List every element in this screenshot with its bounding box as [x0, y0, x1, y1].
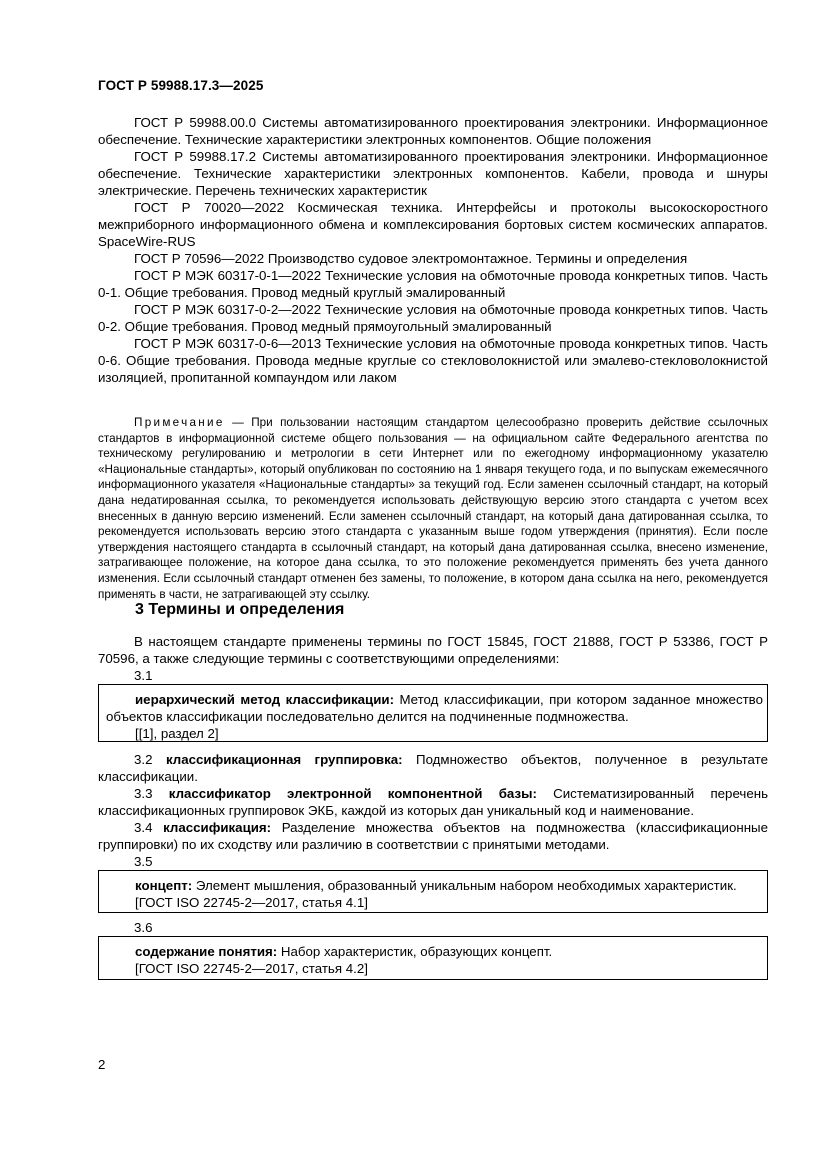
document-header: ГОСТ Р 59988.17.3—2025	[98, 78, 264, 93]
reference-item: ГОСТ Р 70596—2022 Производство судовое электромонтажное. Термины и определения	[134, 251, 688, 266]
term-number: 3.3	[134, 786, 153, 801]
term-box-3-1	[98, 684, 768, 742]
term-name: концепт:	[135, 878, 193, 893]
reference-item: ГОСТ Р 59988.00.0 Системы автоматизированного проектирования электроники. Информационное обеспечение. Технические характеристики электронных компонентов. Общие положения	[98, 115, 768, 147]
note-paragraph	[98, 415, 768, 602]
reference-item: ГОСТ Р МЭК 60317-0-2—2022 Технические условия на обмоточные провода конкретных типов. Часть 0-2. Общие требования. Провод медный прямоугольный эмалированный	[98, 302, 768, 334]
reference-item: ГОСТ Р 59988.17.2 Системы автоматизированного проектирования электроники. Информационное обеспечение. Технические характеристики электронных компонентов. Кабели, провода и шнуры электрические. Перечень технических характеристик	[98, 149, 768, 198]
term-name: классификация:	[163, 820, 272, 835]
term-name: классификатор электронной компонентной базы:	[168, 786, 537, 801]
note-text: При пользовании настоящим стандартом целесообразно проверить действие ссылочных стандартов в информационной системе общего пользования — на официальном сайте Федерального агентства по техническому регулированию и метрологии в сети Интернет или по ежегодному информационному указателю «Национальные стандарты», который опубликован по состоянию на 1 января текущего года, и по выпускам ежемесячного информационного указателя «Национальные стандарты» за текущий год. Если заменен ссылочный стандарт, на который дана недатированная ссылка, то рекомендуется использовать действующую версию этого стандарта с учетом всех внесенных в данную версию изменений. Если заменен ссылочный стандарт, на который дана датированная ссылка, то рекомендуется использовать версию этого стандарта с указанным выше годом утверждения (принятия). Если после утверждения настоящего стандарта в ссылочный стандарт, на который дана датированная ссылка, внесено изменение, затрагивающее положение, на которое дана ссылка, то это положение рекомендуется применять без учета данного изменения. Если ссылочный стандарт отменен без замены, то положение, в котором дана ссылка на него, рекомендуется применять в части, не затрагивающей эту ссылку.	[98, 416, 768, 601]
term-name: классификационная группировка:	[165, 752, 403, 767]
term-def: Подмножество объектов, полученное в результате классификации.	[98, 752, 768, 784]
term-def: Разделение множества объектов на подмножества (классификационные группировки) по их сходству или различию в соответствии с принятыми методами.	[98, 820, 768, 852]
term-source: [[1], раздел 2]	[135, 726, 219, 741]
normative-references-list	[98, 114, 768, 386]
term-box-3-6	[98, 936, 768, 980]
page-number: 2	[98, 1057, 106, 1072]
term-def: Элемент мышления, образованный уникальным набором необходимых характеристик.	[192, 878, 737, 893]
term-name: иерархический метод классификации:	[135, 692, 395, 707]
term-def: Систематизированный перечень классификационных группировок ЭКБ, каждой из которых дан уникальный код и наименование.	[98, 786, 768, 818]
note-dash: —	[224, 416, 252, 429]
note-label: Примечание	[134, 416, 225, 429]
term-definition	[106, 877, 763, 894]
term-3-2	[98, 751, 768, 785]
term-source: [ГОСТ ISO 22745-2—2017, статья 4.2]	[135, 961, 368, 976]
term-source: [ГОСТ ISO 22745-2—2017, статья 4.1]	[135, 895, 368, 910]
reference-item: ГОСТ Р МЭК 60317-0-1—2022 Технические условия на обмоточные провода конкретных типов. Часть 0-1. Общие требования. Провод медный круглый эмалированный	[98, 268, 768, 300]
section-intro: В настоящем стандарте применены термины по ГОСТ 15845, ГОСТ 21888, ГОСТ Р 53386, ГОСТ Р 70596, а также следующие термины с соответствующими определениями:	[98, 634, 768, 666]
term-number: 3.6	[134, 920, 153, 935]
term-box-3-5	[98, 870, 768, 913]
term-number: 3.2	[134, 752, 153, 767]
term-def: Метод классификации, при котором заданное множество объектов классификации последовательно делится на подчиненные подмножества.	[106, 692, 763, 724]
term-number: 3.5	[134, 854, 153, 869]
term-def: Набор характеристик, образующих концепт.	[277, 944, 553, 959]
term-name: содержание понятия:	[135, 944, 278, 959]
section-title: 3 Термины и определения	[135, 601, 345, 618]
term-number: 3.1	[134, 668, 153, 683]
term-definition	[106, 691, 763, 725]
term-definition	[106, 943, 763, 960]
term-3-3	[98, 785, 768, 819]
term-number: 3.4	[134, 820, 153, 835]
reference-item: ГОСТ Р 70020—2022 Космическая техника. Интерфейсы и протоколы высокоскоростного межприборного информационного обмена и комплексирования бортовых систем космических аппаратов. SpaceWire-RUS	[98, 200, 768, 249]
term-3-4	[98, 819, 768, 853]
reference-item: ГОСТ Р МЭК 60317-0-6—2013 Технические условия на обмоточные провода конкретных типов. Часть 0-6. Общие требования. Провода медные круглые со стекловолокнистой или эмалево-стекловолокнистой изоляцией, пропитанной компаундом или лаком	[98, 336, 768, 385]
